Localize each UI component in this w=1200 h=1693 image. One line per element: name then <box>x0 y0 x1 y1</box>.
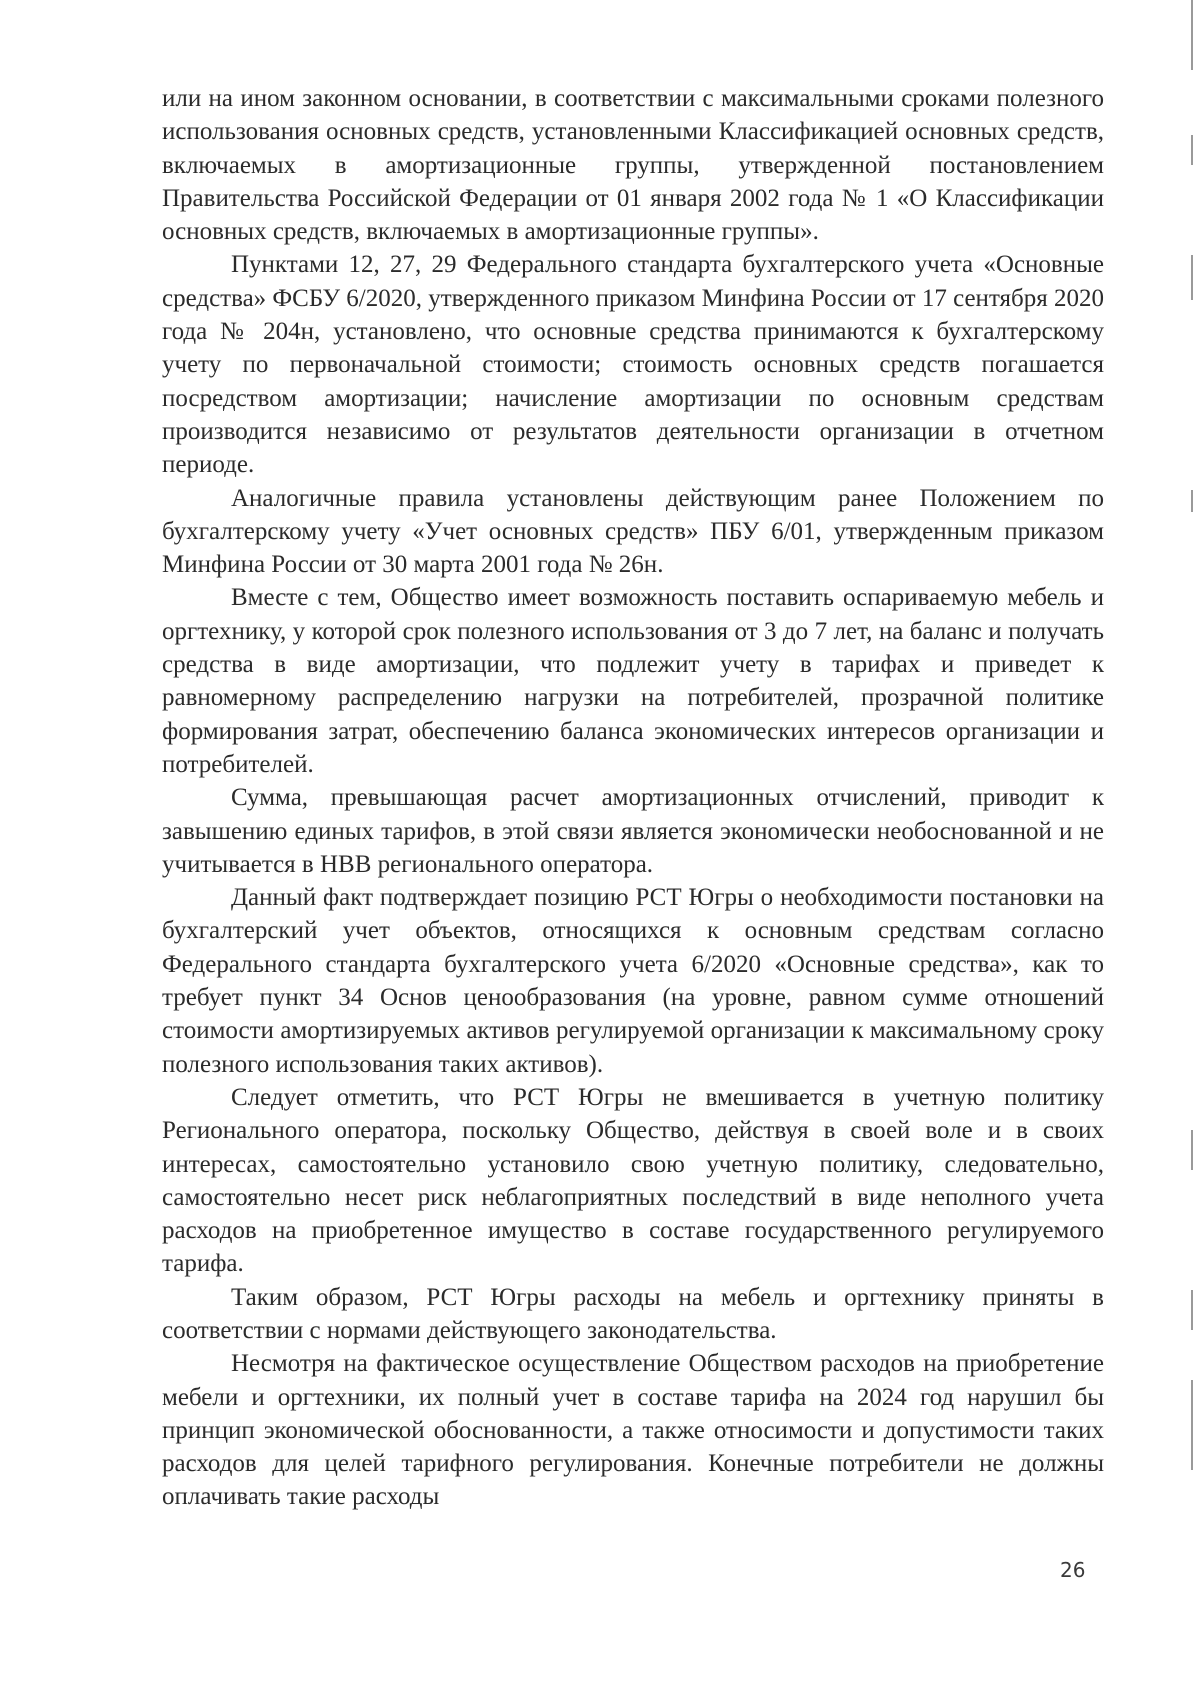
paragraph-accounting-policy: Следует отметить, что РСТ Югры не вмешивается в учетную политику Регионального оператора, поскольку Общество, действуя в своей воле и в своих интересах, самостоятельно установило свою учетную политику, следовательно, самостоятельно несет риск неблагоприятных последствий в виде неполного учета расходов на приобретенное имущество в составе государственного регулируемого тарифа. <box>162 1083 1104 1278</box>
scan-edge-mark <box>1191 135 1193 165</box>
scan-edge-mark <box>1191 1290 1193 1330</box>
paragraph-excess-amount: Сумма, превышающая расчет амортизационных отчислений, приводит к завышению единых тарифов, в этой связи является экономически необоснованной и не учитывается в НВВ регионального оператора. <box>162 784 1104 878</box>
paragraph-pbu-rules: Аналогичные правила установлены действующим ранее Положением по бухгалтерскому учету «Учет основных средств» ПБУ 6/01, утвержденным приказом Минфина России от 30 марта 2001 года № 26н. <box>162 484 1104 579</box>
page-number: 26 <box>1060 1558 1086 1582</box>
scan-edge-mark <box>1191 1380 1193 1470</box>
paragraph-rst-position: Данный факт подтверждает позицию РСТ Югры о необходимости постановки на бухгалтерский учет объектов, относящихся к основным средствам согласно Федерального стандарта бухгалтерского учета 6/2020 «Основные средства», как то требует пункт 34 Основ ценообразования (на уровне, равном сумме отношений стоимости амортизируемых активов регулируемой организации к максимальному сроку полезного использования таких активов). <box>162 884 1104 1078</box>
body-text <box>162 82 1104 1514</box>
paragraph-fsbu-rules: Пунктами 12, 27, 29 Федерального стандарта бухгалтерского учета «Основные средства» ФСБУ 6/2020, утвержденного приказом Минфина России от 17 сентября 2020 года № 204н, установлено, что основные средства принимаются к бухгалтерскому учету по первоначальной стоимости; стоимость основных средств погашается посредством амортизации; начисление амортизации по основным средствам производится независимо от результатов деятельности организации в отчетном периоде. <box>162 251 1105 479</box>
scan-edge-mark <box>1191 0 1193 70</box>
paragraph-conclusion: Таким образом, РСТ Югры расходы на мебель и оргтехнику приняты в соответствии с нормами действующего законодательства. <box>162 1283 1104 1344</box>
paragraph-economic-justification: Несмотря на фактическое осуществление Обществом расходов на приобретение мебели и оргтехники, их полный учет в составе тарифа на 2024 год нарушил бы принцип экономической обоснованности, а также относимости и допустимости таких расходов для целей тарифного регулирования. Конечные потребители не должны оплачивать такие расходы <box>162 1350 1104 1511</box>
scan-edge-mark <box>1191 255 1193 300</box>
paragraph-continuation: или на ином законном основании, в соответствии с максимальными сроками полезного использования основных средств, установленными Классификацией основных средств, включаемых в амортизационные группы, утвержденной постановлением Правительства Российской Федерации от 01 января 2002 года № 1 «О Классификации основных средств, включаемых в амортизационные группы». <box>162 85 1104 246</box>
paragraph-balance-option: Вместе с тем, Общество имеет возможность поставить оспариваемую мебель и оргтехнику, у которой срок полезного использования от 3 до 7 лет, на баланс и получать средства в виде амортизации, что подлежит учету в тарифах и приведет к равномерному распределению нагрузки на потребителей, прозрачной политике формирования затрат, обеспечению баланса экономических интересов организации и потребителей. <box>162 584 1104 778</box>
scan-edge-mark <box>1191 490 1193 512</box>
scan-edge-mark <box>1191 1130 1193 1170</box>
